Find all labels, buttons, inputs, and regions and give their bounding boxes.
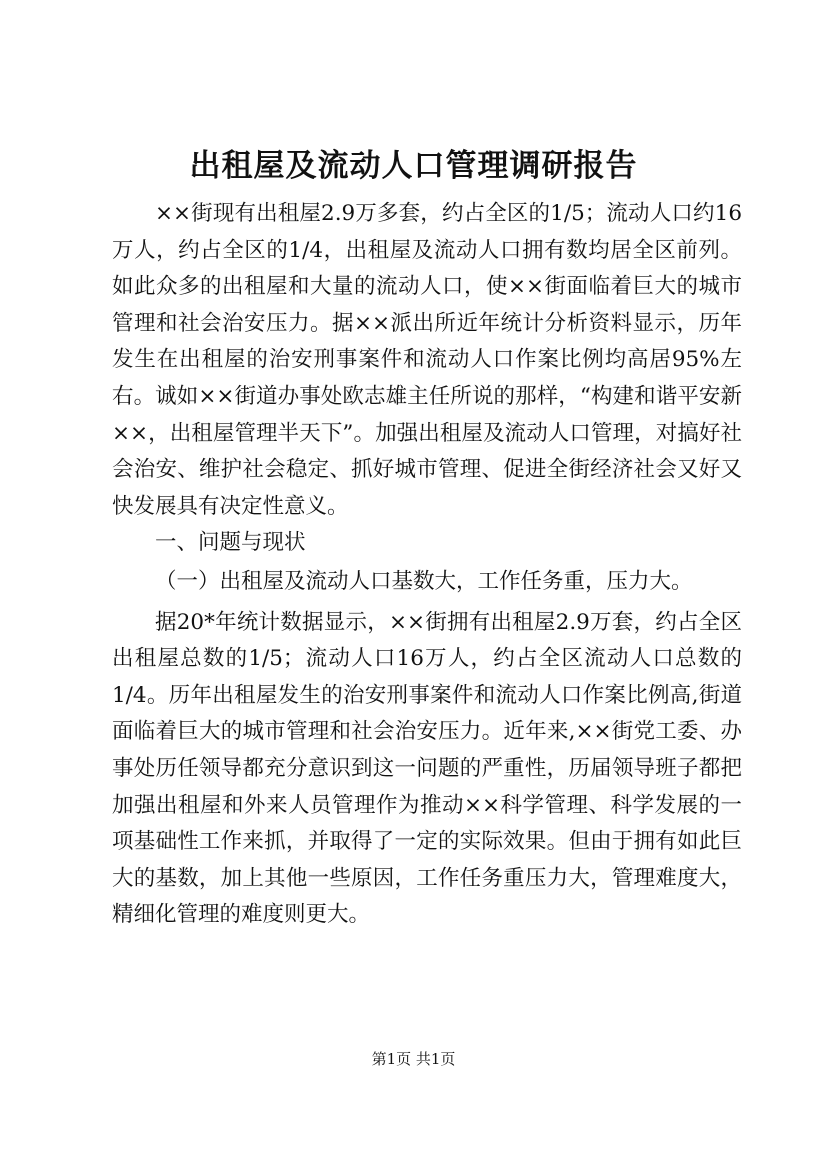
document-body: [112, 196, 742, 934]
paragraph-statistics: 据20*年统计数据显示，××街拥有出租屋2.9万套，约占全区出租屋总数的1/5；流动人口16万人，约占全区流动人口总数的1/4。历年出租屋发生的治安刑事案件和流动人口作案比例高,街道面临着巨大的城市管理和社会治安压力。近年来,××街党工委、办事处历任领导都充分意识到这一问题的严重性，历届领导班子都把加强出租屋和外来人员管理作为推动××科学管理、科学发展的一项基础性工作来抓，并取得了一定的实际效果。但由于拥有如此巨大的基数，加上其他一些原因，工作任务重压力大，管理难度大，精细化管理的难度则更大。: [112, 609, 742, 928]
subsection-heading-1: （一）出租屋及流动人口基数大，工作任务重，压力大。: [155, 568, 693, 594]
document-title: 出租屋及流动人口管理调研报告: [189, 148, 638, 184]
page-footer: 第1页 共1页: [371, 1050, 456, 1068]
section-heading-problems: 一、问题与现状: [155, 530, 306, 556]
paragraph-intro: ××街现有出租屋2.9万多套，约占全区的1/5；流动人口约16万人，约占全区的1/4，出租屋及流动人口拥有数均居全区前列。如此众多的出租屋和大量的流动人口，使××街面临着巨大的城市管理和社会治安压力。据××派出所近年统计分析资料显示，历年发生在出租屋的治安刑事案件和流动人口作案比例均高居95%左右。诚如××街道办事处欧志雄主任所说的那样，“构建和谐平安新××，出租屋管理半天下”。加强出租屋及流动人口管理，对搞好社会治安、维护社会稳定、抓好城市管理、促进全街经济社会又好又快发展具有决定性意义。: [112, 201, 742, 519]
